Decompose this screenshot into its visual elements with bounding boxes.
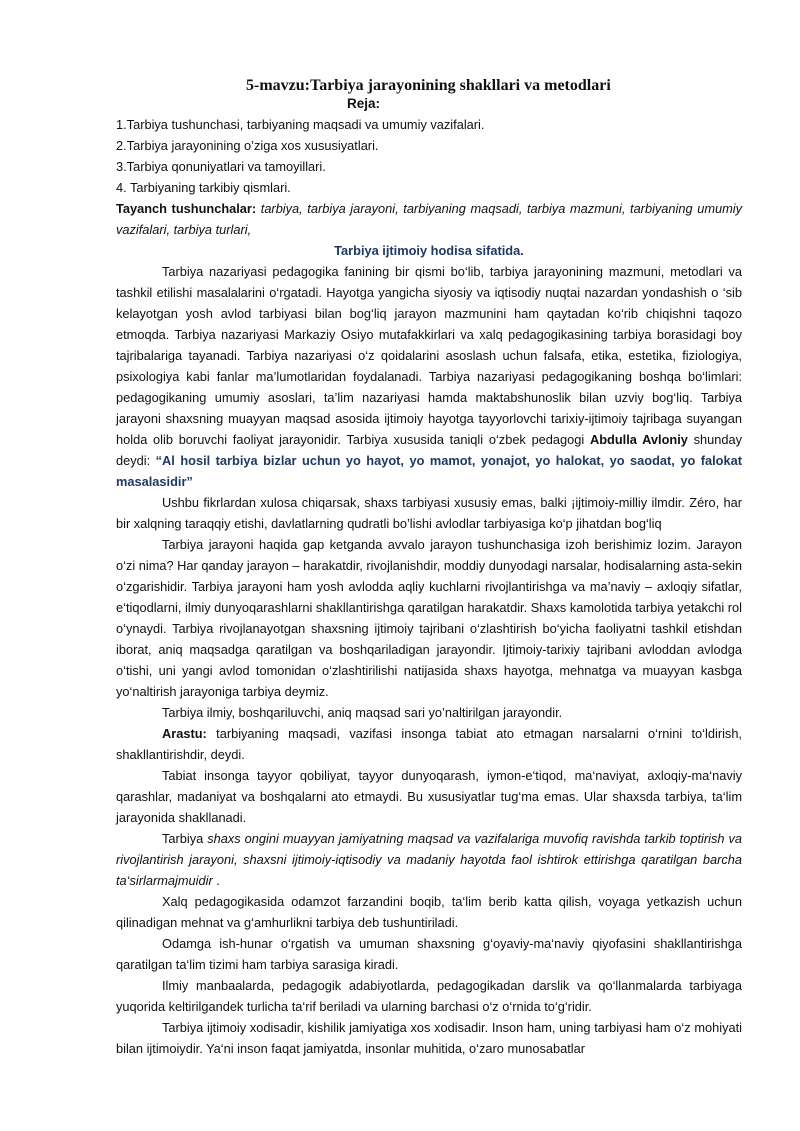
arastu-label: Arastu: [162, 726, 207, 741]
paragraph-5-text: tarbiyaning maqsadi, vazifasi insonga tabiat ato etmagan narsalarni o‘rnini to‘ldirish, shakllantirishdir, deydi. [116, 726, 742, 762]
paragraph-6: Tabiat insonga tayyor qobiliyat, tayyor dunyoqarash, iymon-e‘tiqod, ma‘naviyat, axloqiy-ma‘naviy qarashlar, madaniyat va boshqalarni ato etmaydi. Bu xususiyatlar tug‘ma emas. Ular shaxsda tarbiya, ta‘lim jarayonida shakllanadi. [116, 768, 742, 825]
plan-item-2: 2.Tarbiya jarayonining o’ziga xos xususiyatlari. [116, 138, 379, 153]
paragraph-1 [116, 261, 742, 492]
plan-item-3: 3.Tarbiya qonuniyatlari va tamoyillari. [116, 159, 326, 174]
plan-heading: Reja: [347, 96, 381, 111]
tarbiya-definition: shaxs ongini muayyan jamiyatning maqsad va vazifalariga muvofiq ravishda tarkib toptirish va rivojlantirish jarayoni, shaxsni ijtimoiy-iqtisodiy va madaniy hayotda faol ishtirok ettirishga qaratilgan barcha ta‘sirlarmajmuidir [116, 831, 742, 888]
plan-item-1: 1.Tarbiya tushunchasi, tarbiyaning maqsadi va umumiy vazifalari. [116, 117, 485, 132]
paragraph-9: Odamga ish-hunar o‘rgatish va umuman shaxsning g‘oyaviy-ma‘naviy qiyofasini shakllantirishga qaratilgan ta‘lim tizimi ham tarbiya sarasiga kiradi. [116, 936, 742, 972]
paragraph-7-end: . [212, 873, 220, 888]
paragraph-7 [116, 828, 742, 891]
plan-item-4: 4. Tarbiyaning tarkibiy qismlari. [116, 180, 291, 195]
paragraph-7-start: Tarbiya [162, 831, 208, 846]
paragraph-1-mid: shunday deydi: [116, 432, 743, 468]
section-heading: Tarbiya ijtimoiy hodisa sifatida. [334, 243, 524, 258]
document-title: 5-mavzu:Tarbiya jarayonining shakllari va metodlari [246, 77, 611, 94]
paragraph-8: Xalq pedagogikasida odamzot farzandini boqib, ta‘lim berib katta qilish, voyaga yetkazish uchun qilinadigan mehnat va g‘amhurlikni tarbiya deb tushuntiriladi. [116, 894, 742, 930]
avloniy-quote: “Al hosil tarbiya bizlar uchun yo hayot, yo mamot, yonajot, yo halokat, yo saodat, yo falokat masalasidir” [116, 453, 742, 489]
paragraph-1-text: Tarbiya nazariyasi pedagogika fanining bir qismi bo‘lib, tarbiya jarayonining mazmuni, metodlari va tashkil etilishi masalalarini o‘rgatadi. Hayotga yangicha siyosiy va iqtisodiy nuqtai nazardan yondashish o ‘sib kelayotgan yosh avlod tarbiyasi bilan bog‘liq jarayon mazmunini ham qaytadan ko‘rib chiqishni taqozo etmoqda. Tarbiya nazariyasi Markaziy Osiyo mutafakkirlari va xalq pedagogikasining tarbiya borasidagi boy tajribalariga tayanadi. Tarbiya nazariyasi o‘z qoidalarini asoslash uchun falsafa, etika, estetika, fiziologiya, psixologiya kabi fanlar ma’lumotlaridan foydalanadi. Tarbiya nazariyasi pedagogikaning boshqa bo‘limlari: pedagogikaning umumiy asoslari, ta’lim nazariyasi hamda maktabshunoslik bilan uzviy bog‘liq. Tarbiya jarayoni shaxsning muayyan maqsad asosida ijtimoiy hayotga tayyorlovchi tarixiy-ijtimoiy tajribaga suyangan holda olib boruvchi faoliyat jarayonidir. Tarbiya xususida taniqli o‘zbek pedagogi [116, 264, 742, 447]
paragraph-11: Tarbiya ijtimoiy xodisadir, kishilik jamiyatiga xos xodisadir. Inson ham, uning tarbiyasi ham o‘z mohiyati bilan ijtimoiydir. Ya‘ni inson faqat jamiyatda, insonlar muhitida, o‘zaro munosabatlar [116, 1020, 742, 1056]
paragraph-3: Tarbiya jarayoni haqida gap ketganda avvalo jarayon tushunchasiga izoh berishimiz lozim. Jarayon o‘zi nima? Har qanday jarayon – harakatdir, rivojlanishdir, moddiy dunyodagi narsalar, hodisalarning asta-sekin o‘zgarishidir. Tarbiya jarayoni ham yosh avlodda aqliy kuchlarni rivojlantirishga va ma’naviy – axloqiy sifatlar, e‘tiqodlarni, ilmiy dunyoqarashlarni shakllantirishga qaratilgan harakatdir. Shaxs kamolotida tarbiya yetakchi rol o‘ynaydi. Tarbiya rivojlanayotgan shaxsning ijtimoiy tajribani o‘zlashtirish bo‘yicha faoliyatni tashkil etishdan iborat, aniq maqsadga qaratilgan va boshqariladigan jarayondir. Ijtimoiy-tarixiy tajribani avloddan avlodga o‘tishi, uni yangi avlod tomonidan o‘zlashtirilishi natijasida shaxs hayotga, mehnatga va muayyan kasbga yo‘naltirish jarayoniga tarbiya deymiz. [116, 537, 742, 699]
paragraph-2: Ushbu fikrlardan xulosa chiqarsak, shaxs tarbiyasi xususiy emas, balki ¡ijtimoiy-milliy ilmdir. Zéro, har bir xalqning taraqqiy etishi, davlatlarning qudratli bo’lishi avlodlar tarbiyasiga ko‘p jihatdan bog‘liq [116, 495, 742, 531]
key-terms-text: tarbiya, tarbiya jarayoni, tarbiyaning maqsadi, tarbiya mazmuni, tarbiyaning umumiy vazifalari, tarbiya turlari, [116, 201, 742, 237]
key-terms-label: Tayanch tushunchalar: [116, 201, 257, 216]
paragraph-5 [116, 723, 742, 765]
paragraph-4: Tarbiya ilmiy, boshqariluvchi, aniq maqsad sari yo’naltirilgan jarayondir. [162, 705, 563, 720]
paragraph-10: Ilmiy manbaalarda, pedagogik adabiyotlarda, pedagogikadan darslik va qo‘llanmalarda tarbiyaga yuqorida keltirilgandek turlicha ta‘rif beriladi va ularning barchasi o‘z o‘rnida to‘g‘ridir. [116, 978, 742, 1014]
key-terms-paragraph [116, 198, 742, 240]
author-name: Abdulla Avloniy [589, 432, 688, 447]
